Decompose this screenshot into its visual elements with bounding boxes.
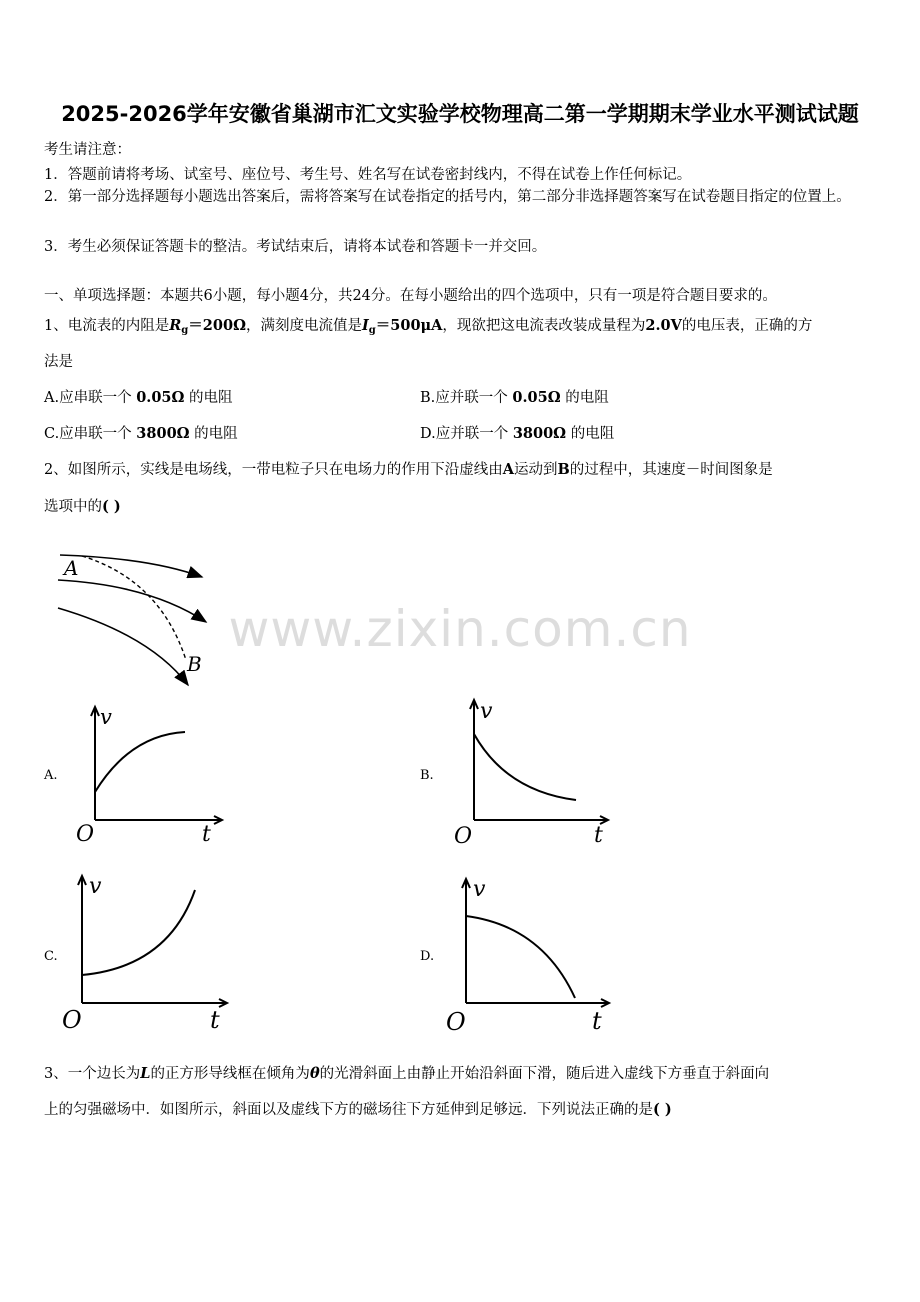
notice-item-3: 3．考生必须保证答题卡的整洁。考试结束后，请将本试卷和答题卡一并交回。 (44, 239, 547, 255)
section-heading: 一、单项选择题：本题共6小题，每小题4分，共24分。在每小题给出的四个选项中，只有一项是符合题目要求的。 (44, 288, 777, 304)
q1-text-3: ，现欲把这电流表改装成量程为 (442, 318, 646, 334)
q1-option-a-pre: A.应串联一个 (44, 390, 137, 406)
q1-text-1: 1、电流表的内阻是 (44, 318, 170, 334)
svg-text:O: O (62, 1006, 82, 1034)
svg-text:t: t (202, 822, 211, 847)
q2-text-3: 的过程中，其速度－时间图象是 (569, 462, 773, 478)
notice-item-2: 2．第一部分选择题每小题选出答案后，需将答案写在试卷指定的括号内，第二部分非选择题答案写在试卷题目指定的位置上。 (44, 189, 851, 205)
graph-d (442, 876, 617, 1036)
graph-a (70, 702, 230, 847)
q2-option-b-label[interactable]: B. (420, 768, 434, 783)
q1-option-b[interactable] (420, 386, 609, 407)
point-a-label: A (64, 556, 79, 580)
q2-point-a-ref: A (502, 461, 514, 478)
watermark: www.zixin.com.cn (228, 600, 692, 658)
q1-option-a-value: 0.05Ω (136, 389, 185, 406)
q1-option-d-value: 3800Ω (512, 425, 567, 442)
q1-option-a[interactable] (44, 386, 233, 407)
question-3-line-2 (44, 1098, 672, 1119)
q3-text-4: 上的匀强磁场中．如图所示，斜面以及虚线下方的磁场往下方延伸到足够远．下列说法正确的是 (44, 1102, 653, 1118)
q1-option-d-post: 的电阻 (566, 426, 615, 442)
q1-option-b-value: 0.05Ω (512, 389, 561, 406)
svg-text:v: v (100, 705, 112, 729)
graph-b-curve (474, 734, 576, 800)
svg-text:t: t (210, 1006, 220, 1034)
q2-text-2: 运动到 (514, 462, 558, 478)
ig-subscript: g (368, 325, 376, 336)
q3-text-2: 的正方形导线框在倾角为 (150, 1066, 310, 1082)
q1-option-a-post: 的电阻 (184, 390, 233, 406)
q2-option-c-label[interactable]: C. (44, 949, 58, 964)
q1-option-c[interactable] (44, 422, 238, 443)
rg-subscript: g (181, 325, 189, 336)
q3-text-3: 的光滑斜面上由静止开始沿斜面下滑，随后进入虚线下方垂直于斜面向 (319, 1066, 770, 1082)
graph-b (446, 696, 616, 851)
svg-text:t: t (594, 823, 603, 848)
svg-text:O: O (454, 824, 473, 849)
ig-symbol: I (361, 317, 369, 334)
graph-d-curve (466, 916, 575, 998)
q2-text-1: 2、如图所示，实线是电场线，一带电粒子只在电场力的作用下沿虚线由 (44, 462, 503, 478)
ig-value: ＝500μA (375, 317, 443, 334)
graph-c-curve (82, 890, 195, 975)
field-line-1 (60, 555, 202, 577)
q1-option-d[interactable] (420, 422, 614, 443)
q3-symbol-l: L (140, 1065, 151, 1082)
question-1-line-2: 法是 (44, 354, 73, 370)
question-2-line-2 (44, 495, 121, 516)
svg-text:t: t (592, 1007, 602, 1035)
range-value: 2.0V (645, 317, 682, 334)
rg-value: ＝200Ω (188, 317, 246, 334)
q1-option-b-post: 的电阻 (560, 390, 609, 406)
point-b-label: B (187, 652, 202, 676)
q1-option-b-pre: B.应并联一个 (420, 390, 513, 406)
graph-c (58, 872, 233, 1034)
q2-text-4: 选项中的 (44, 499, 102, 515)
rg-symbol: R (169, 317, 182, 334)
question-3-line-1 (44, 1062, 769, 1083)
q1-text-4: 的电压表，正确的方 (681, 318, 813, 334)
q3-text-1: 3、一个边长为 (44, 1066, 141, 1082)
page-title: 2025-2026学年安徽省巢湖市汇文实验学校物理高二第一学期期末学业水平测试试题 (61, 102, 859, 126)
q1-option-c-post: 的电阻 (189, 426, 238, 442)
svg-text:v: v (89, 874, 102, 899)
question-1-line-1 (44, 314, 812, 336)
q1-option-c-pre: C.应串联一个 (44, 426, 137, 442)
graph-a-curve (95, 732, 185, 792)
svg-text:O: O (76, 822, 95, 847)
q2-point-b-ref: B (557, 461, 570, 478)
q2-option-a-label[interactable]: A. (44, 768, 58, 783)
question-2-line-1 (44, 458, 773, 479)
notice-item-1: 1．答题前请将考场、试室号、座位号、考生号、姓名写在试卷密封线内，不得在试卷上作任何标记。 (44, 167, 692, 183)
svg-text:v: v (473, 877, 486, 902)
q2-answer-blank: ( ) (102, 498, 121, 515)
q3-answer-blank: ( ) (653, 1101, 672, 1118)
q1-option-d-pre: D.应并联一个 (420, 426, 513, 442)
notice-heading: 考生请注意： (44, 142, 131, 158)
q1-option-c-value: 3800Ω (136, 425, 190, 442)
svg-text:O: O (446, 1008, 466, 1036)
q1-text-2: ，满刻度电流值是 (245, 318, 362, 334)
q2-option-d-label[interactable]: D. (420, 949, 435, 964)
svg-text:v: v (480, 699, 493, 724)
q3-symbol-theta: θ (309, 1065, 320, 1082)
